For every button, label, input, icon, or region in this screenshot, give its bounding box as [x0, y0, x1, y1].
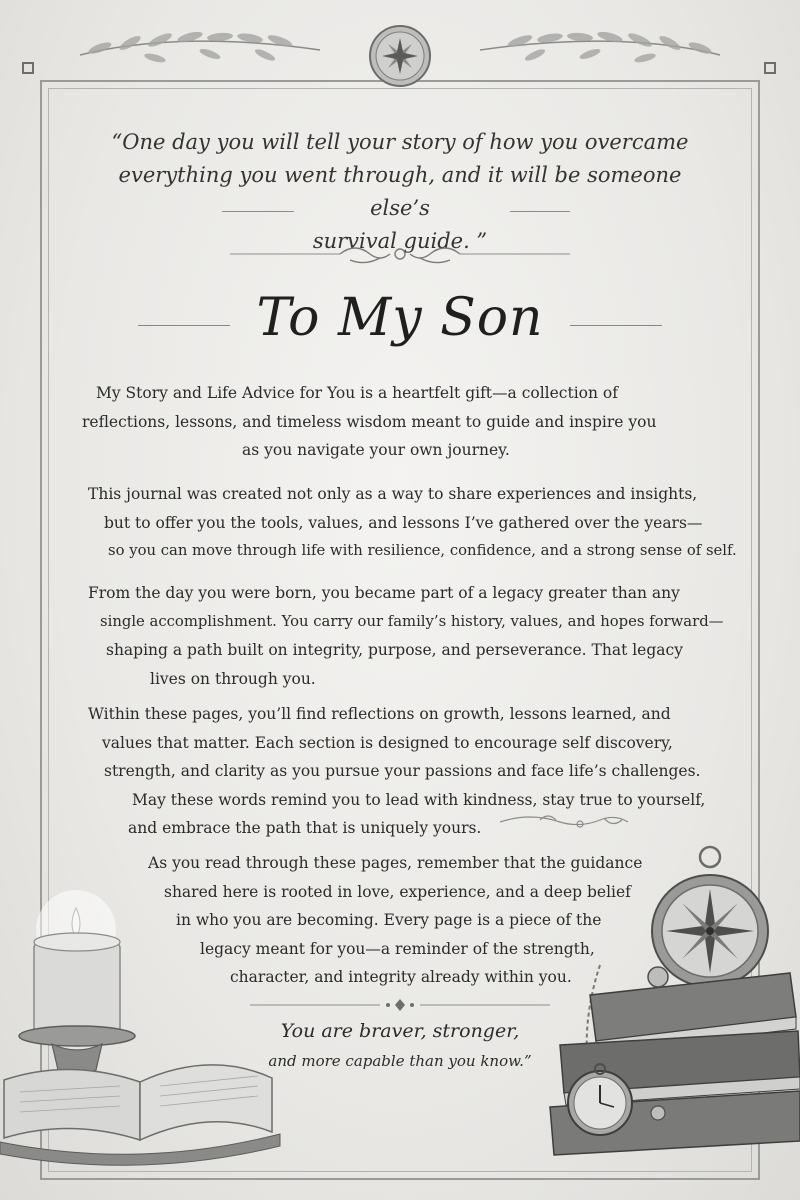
quote-rule-left	[222, 211, 294, 212]
paragraph-line: so you can move through life with resilience, confidence, and a strong sense of self.	[108, 542, 737, 559]
paragraph-line: My Story and Life Advice for You is a heartfelt gift—a collection of	[96, 384, 618, 402]
title-rule-left	[138, 325, 230, 326]
paragraph-line: and embrace the path that is uniquely yours.	[128, 819, 482, 837]
paragraph-line: From the day you were born, you became part of a legacy greater than any	[88, 584, 680, 602]
paragraph-line: This journal was created not only as a way to share experiences and insights,	[88, 485, 698, 503]
paragraph-line: in who you are becoming. Every page is a piece of the	[176, 911, 602, 929]
paragraph-3	[0, 579, 800, 693]
quote-line: survival guide. ”	[312, 229, 488, 253]
quote-line: everything you went through, and it will be someone else’s	[118, 163, 682, 220]
closing-line-2: and more capable than you know.”	[268, 1052, 532, 1070]
paragraph-1	[0, 379, 800, 465]
paragraph-line: legacy meant for you—a reminder of the strength,	[200, 939, 595, 958]
flourish-ornament	[500, 808, 640, 832]
paragraph-4	[0, 700, 800, 843]
paragraph-line: May these words remind you to lead with kindness, stay true to yourself,	[132, 790, 706, 809]
paragraph-line: shared here is rooted in love, experience, and a deep belief	[164, 882, 631, 901]
paragraph-line: single accomplishment. You carry our family’s history, values, and hopes forward—	[100, 612, 724, 630]
title-rule-right	[570, 325, 662, 326]
paragraph-line: but to offer you the tools, values, and lessons I’ve gathered over the years—	[104, 513, 703, 532]
compass-and-books-illustration	[540, 845, 800, 1175]
paragraph-line: strength, and clarity as you pursue your passions and face life’s challenges.	[104, 762, 701, 780]
paragraph-2	[0, 480, 800, 566]
page-title: To My Son	[256, 288, 544, 348]
closing-line-1: You are braver, stronger,	[280, 1020, 520, 1042]
floral-medallion-ornament	[60, 10, 740, 90]
opening-quote	[100, 126, 700, 258]
paragraph-line: shaping a path built on integrity, purpose, and perseverance. That legacy	[106, 641, 683, 659]
quote-rule-right	[510, 211, 570, 212]
swirl-divider-ornament	[230, 240, 570, 268]
paragraph-line: reflections, lessons, and timeless wisdom meant to guide and inspire you	[82, 412, 657, 431]
paragraph-line: as you navigate your own journey.	[242, 441, 510, 459]
paragraph-line: As you read through these pages, remember that the guidance	[148, 854, 643, 872]
paragraph-line: Within these pages, you’ll find reflections on growth, lessons learned, and	[88, 705, 671, 723]
paragraph-line: character, and integrity already within you.	[230, 968, 572, 986]
corner-square-ornament	[22, 62, 34, 74]
candle-and-book-illustration	[0, 880, 300, 1200]
paragraph-line: lives on through you.	[150, 669, 316, 688]
corner-square-ornament	[764, 62, 776, 74]
quote-line: “One day you will tell your story of how you overcame	[111, 130, 689, 154]
paragraph-line: values that matter. Each section is designed to encourage self discovery,	[102, 733, 673, 752]
